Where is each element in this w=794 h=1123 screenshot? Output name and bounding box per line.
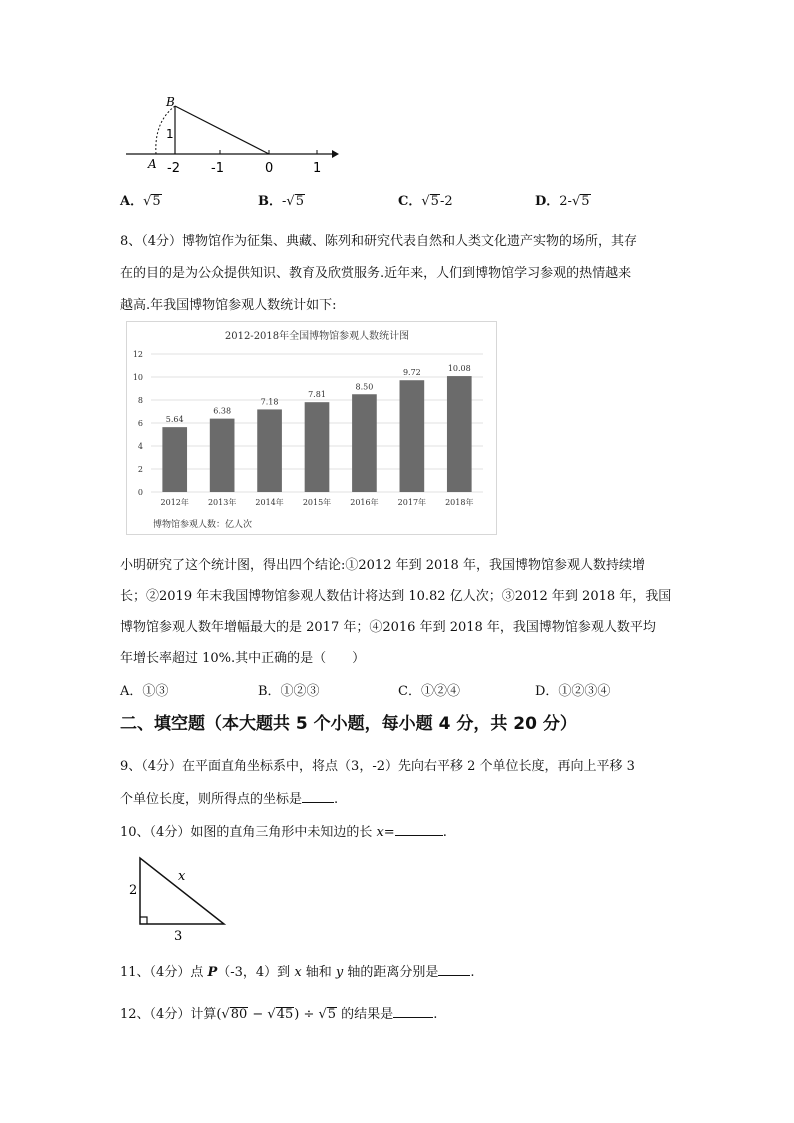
- x-tick-label: 2016年: [350, 498, 379, 507]
- chart-canvas: [127, 322, 496, 534]
- x-tick-label: 2014年: [255, 498, 284, 507]
- q8-body-2: 长；②2019 年末我国博物馆参观人数估计将达到 10.82 亿人次；③2012 年到 2018 年，我国: [120, 589, 672, 604]
- bar: [352, 394, 377, 492]
- q10-answer-blank[interactable]: [395, 823, 443, 836]
- q9-answer-blank[interactable]: [302, 790, 334, 803]
- segment-hypotenuse: [175, 106, 269, 154]
- q7-option-b[interactable]: B．-√5: [258, 194, 304, 209]
- q7-option-a[interactable]: A．√5: [120, 194, 161, 209]
- right-triangle-figure: [126, 850, 236, 942]
- bar-value-label: 9.72: [402, 368, 421, 378]
- bar-value-label: 8.50: [355, 382, 374, 392]
- y-tick-label: 2: [137, 465, 143, 474]
- q8-option-a[interactable]: A．①③: [120, 684, 169, 699]
- section-2-heading: 二、填空题（本大题共 5 个小题，每小题 4 分，共 20 分）: [120, 714, 577, 734]
- x-tick-label: 2015年: [302, 498, 332, 507]
- x-tick-label: 2012年: [160, 498, 189, 507]
- tick-label-neg2: -2: [167, 161, 180, 174]
- q8-line-1: 8、（4分）博物馆作为征集、典藏、陈列和研究代表自然和人类文化遗产实物的场所，其存: [120, 234, 638, 249]
- bar: [305, 402, 330, 492]
- triangle-label-x: x: [178, 869, 186, 884]
- chart-footnote: 博物馆参观人数：亿人次: [153, 520, 253, 530]
- q9-line-2: [120, 788, 338, 807]
- y-tick-label: 0: [137, 488, 143, 497]
- y-tick-label: 8: [137, 396, 143, 405]
- number-line-figure: [122, 92, 342, 174]
- x-tick-label: 2013年: [207, 498, 237, 507]
- q11-answer-blank[interactable]: [438, 963, 470, 976]
- q8-option-c[interactable]: C．①②④: [398, 684, 460, 699]
- x-tick-label: 2017年: [397, 498, 427, 507]
- q12-answer-blank[interactable]: [393, 1005, 433, 1018]
- triangle-shape: [140, 858, 224, 924]
- bar-value-label: 7.81: [308, 390, 326, 400]
- bar-value-label: 7.18: [260, 397, 279, 407]
- q8-line-2: 在的目的是为公众提供知识、教育及欣赏服务.近年来，人们到博物馆学习参观的热情越来: [120, 266, 632, 281]
- bar: [162, 427, 187, 492]
- museum-chart: [126, 321, 497, 535]
- y-tick-label: 4: [137, 442, 143, 451]
- bar-value-label: 6.38: [213, 406, 232, 416]
- triangle-label-3: 3: [174, 929, 183, 942]
- q9-line-1: 9、（4分）在平面直角坐标系中，将点（3，-2）先向右平移 2 个单位长度，再向上平移 3: [120, 759, 635, 774]
- q8-line-3: 越高.年我国博物馆参观人数统计如下:: [120, 298, 337, 313]
- q8-body-3: 博物馆参观人数年增幅最大的是 2017 年；④2016 年到 2018 年，我国博物馆参观人数平均: [120, 620, 656, 635]
- bar: [400, 380, 425, 492]
- q10-var-x: x: [376, 825, 384, 840]
- y-tick-label: 6: [137, 419, 143, 428]
- bar-value-label: 10.08: [447, 364, 471, 374]
- axis-arrow: [332, 150, 339, 158]
- y-tick-label: 10: [132, 373, 143, 382]
- triangle-label-2: 2: [129, 883, 138, 898]
- q8-option-d[interactable]: D．①②③④: [535, 684, 611, 699]
- tick-label-zero: 0: [265, 161, 274, 174]
- q8-body-1: 小明研究了这个统计图，得出四个结论:①2012 年到 2018 年，我国博物馆参观人数持续增: [120, 558, 645, 573]
- q8-body-4: 年增长率超过 10%.其中正确的是（ ）: [120, 651, 366, 666]
- label-a: A: [148, 157, 157, 171]
- q9-period: .: [334, 792, 339, 807]
- q11-line: 11、（4分）点 P（-3，4）到 x 轴和 y 轴的距离分别是 .: [120, 965, 475, 980]
- q12-line: 12、（4分）计算(√80 − √45) ÷ √5 的结果是 .: [120, 1007, 438, 1022]
- tick-label-neg1: -1: [211, 161, 224, 174]
- bar: [447, 376, 472, 492]
- x-tick-label: 2018年: [445, 498, 474, 507]
- y-tick-label: 12: [132, 350, 143, 359]
- bar: [210, 419, 235, 492]
- label-one-height: 1: [166, 127, 174, 141]
- label-b: B: [166, 95, 175, 109]
- q7-option-c[interactable]: C．√5-2: [398, 194, 453, 209]
- q10-line: 10、（4分）如图的直角三角形中未知边的长 x= .: [120, 825, 447, 840]
- chart-title: 2012-2018年全国博物馆参观人数统计图: [224, 331, 410, 342]
- bar: [257, 409, 282, 492]
- right-angle-mark: [140, 917, 147, 924]
- bar-value-label: 5.64: [165, 415, 184, 425]
- q7-option-d[interactable]: D．2-√5: [535, 194, 590, 209]
- tick-label-one: 1: [313, 161, 322, 174]
- q8-option-b[interactable]: B．①②③: [258, 684, 320, 699]
- q9-line-2-text: 个单位长度，则所得点的坐标是: [120, 792, 303, 807]
